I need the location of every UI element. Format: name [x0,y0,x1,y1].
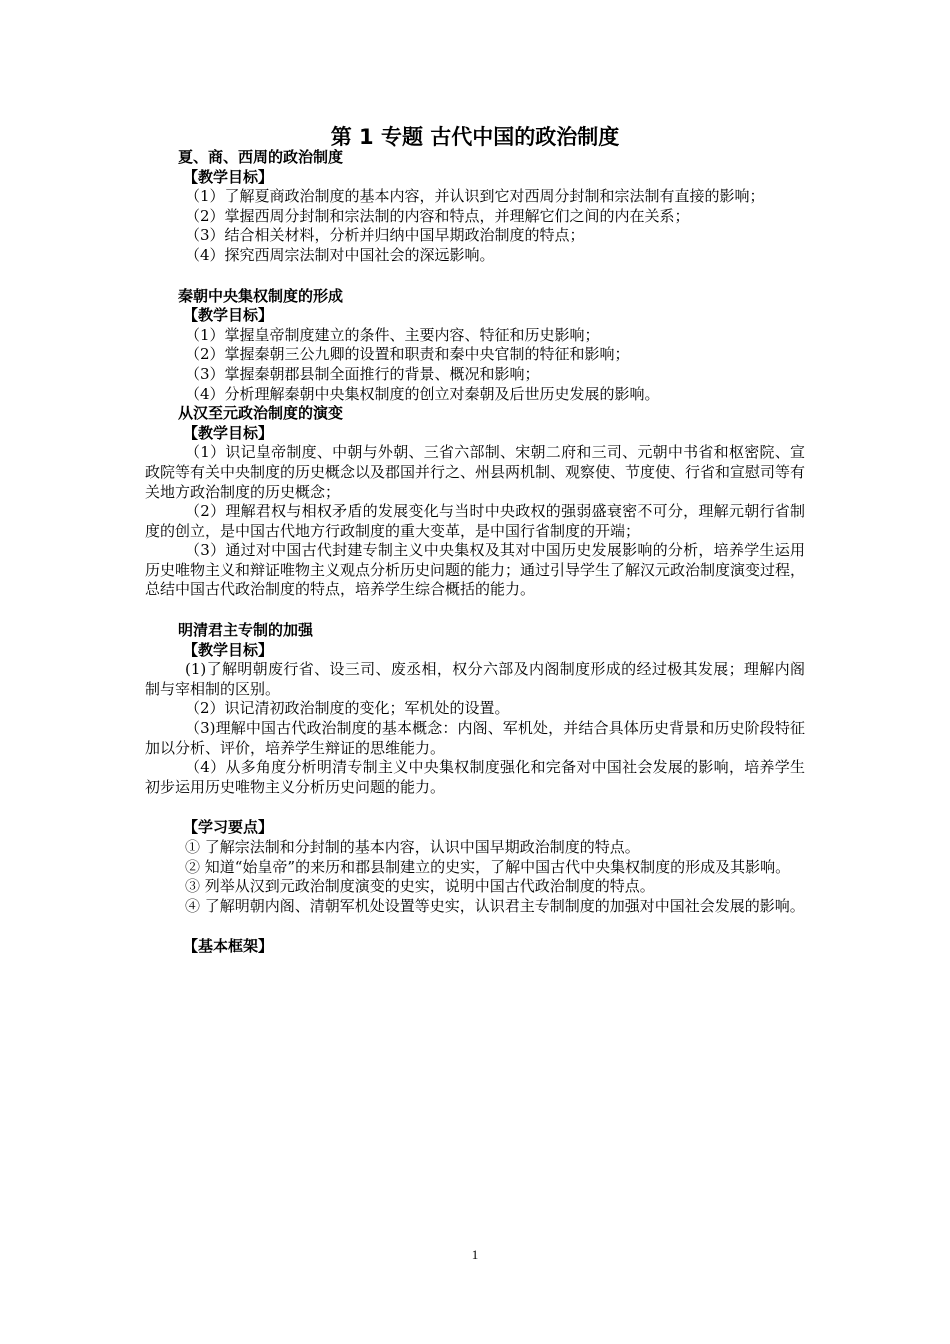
page-number: 1 [471,1247,479,1262]
section-heading: 从汉至元政治制度的演变 [178,404,344,423]
section-subheading: 【教学目标】 [183,423,274,442]
paragraph: （3)理解中国古代政治制度的基本概念：内阁、军机处，并结合具体历史背景和历史阶段特征加以分析、评价，培养学生辩证的思维能力。 [145,719,805,757]
framework-heading: 【基本框架】 [183,937,274,956]
paragraph: （1）了解夏商政治制度的基本内容，并认识到它对西周分封制和宗法制有直接的影响； [185,187,765,206]
section-heading: 秦朝中央集权制度的形成 [178,286,344,305]
spacer [145,916,805,937]
paragraph: （2）掌握秦朝三公九卿的设置和职责和秦中央官制的特征和影响； [185,345,630,364]
paragraph: （4）分析理解秦朝中央集权制度的创立对秦朝及后世历史发展的影响。 [185,384,660,403]
spacer [145,266,805,287]
section-subheading: 【教学目标】 [183,167,274,186]
paragraph: （4）从多角度分析明清专制主义中央集权制度强化和完备对中国社会发展的影响，培养学生初步运用历史唯物主义分析历史问题的能力。 [145,758,805,796]
paragraph: （1）识记皇帝制度、中朝与外朝、三省六部制、宋朝二府和三司、元朝中书省和枢密院、宣政院等有关中央制度的历史概念以及郡国并行之、州县两机制、观察使、节度使、行省和宣慰司等有关地方政治制度的历史概念； [145,443,806,501]
section-heading: 明清君主专制的加强 [178,621,314,640]
key-point-item: ① 了解宗法制和分封制的基本内容，认识中国早期政治制度的特点。 [185,838,640,856]
paragraph: （1）掌握皇帝制度建立的条件、主要内容、特征和历史影响； [185,325,600,344]
key-point-item: ③ 列举从汉到元政治制度演变的史实，说明中国古代政治制度的特点。 [185,877,655,896]
key-point-item: ② 知道“始皇帝”的来历和郡县制建立的史实，了解中国古代中央集权制度的形成及其影响。 [185,857,791,876]
document-body [145,148,805,957]
paragraph: （2）理解君权与相权矛盾的发展变化与当时中央政权的强弱盛衰密不可分，理解元朝行省制度的创立，是中国古代地方行政制度的重大变革，是中国行省制度的开端； [145,502,805,540]
paragraph: （3）通过对中国古代封建专制主义中央集权及其对中国历史发展影响的分析，培养学生运用历史唯物主义和辩证唯物主义观点分析历史问题的能力；通过引导学生了解汉元政治制度演变过程，总结中国古代政治制度的特点，培养学生综合概括的能力。 [145,541,806,599]
spacer [145,600,805,621]
paragraph: （3）掌握秦朝郡县制全面推行的背景、概况和影响； [185,364,540,383]
key-points-heading: 【学习要点】 [183,818,274,837]
paragraph: （2）识记清初政治制度的变化；军机处的设置。 [185,699,510,718]
section-subheading: 【教学目标】 [183,640,274,659]
key-point-item: ④ 了解明朝内阁、清朝军机处设置等史实，认识君主专制制度的加强对中国社会发展的影响。 [185,896,805,915]
paragraph: (1)了解明朝废行省、设三司、废丞相，权分六部及内阁制度形成的经过极其发展；理解内阁制与宰相制的区别。 [145,660,805,698]
section-subheading: 【教学目标】 [183,306,274,325]
paragraph: （4）探究西周宗法制对中国社会的深远影响。 [185,245,495,264]
spacer [145,797,805,818]
document-title: 第 1 专题 古代中国的政治制度 [330,125,620,149]
paragraph: （3）结合相关材料，分析并归纳中国早期政治制度的特点； [185,226,585,245]
paragraph: （2）掌握西周分封制和宗法制的内容和特点，并理解它们之间的内在关系； [185,206,690,225]
section-heading: 夏、商、西周的政治制度 [178,148,344,166]
